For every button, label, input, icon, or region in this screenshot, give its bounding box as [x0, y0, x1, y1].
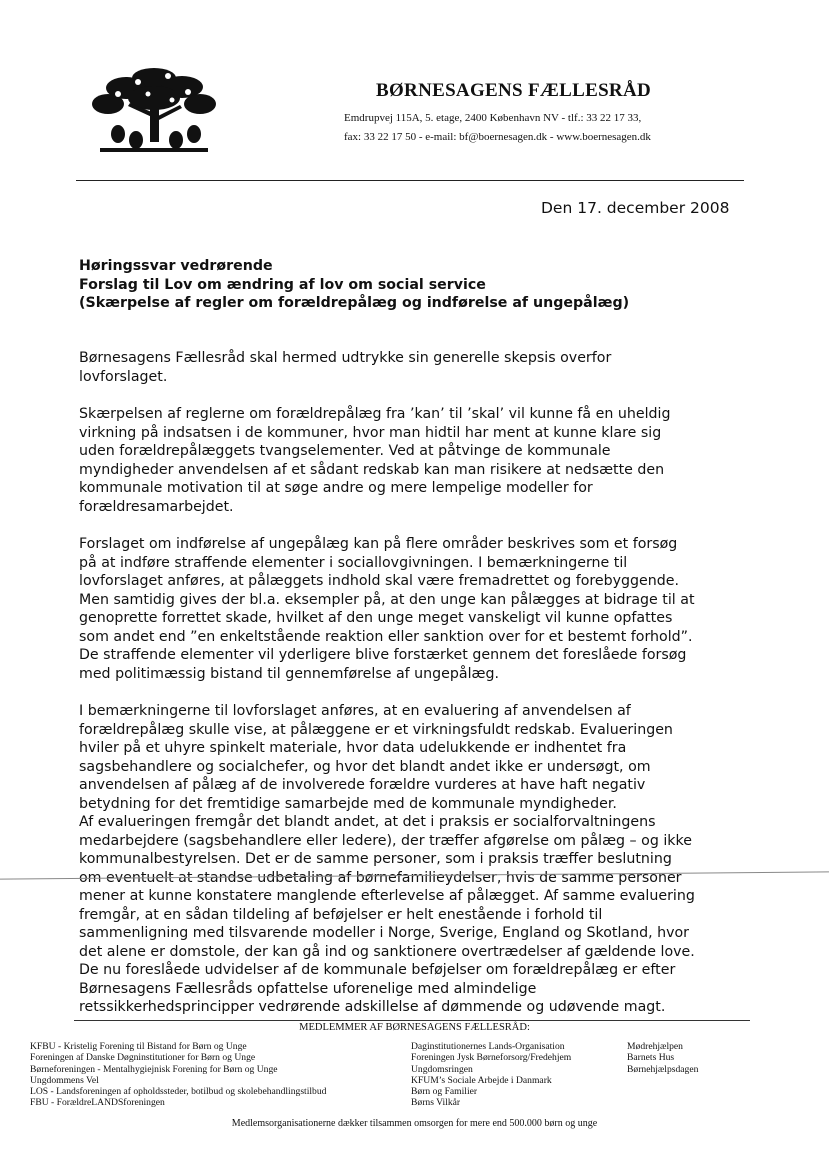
- member-item: LOS - Landsforeningen af opholdssteder, botilbud og skolebehandlingstilbud: [30, 1086, 327, 1098]
- subject-line: (Skærpelse af regler om forældrepålæg og indførelse af ungepålæg): [79, 295, 630, 311]
- member-item: Ungdommens Vel: [30, 1074, 99, 1086]
- member-item: Daginstitutionernes Lands-Organisation: [411, 1041, 565, 1052]
- member-item: Ungdomsringen: [411, 1063, 473, 1075]
- subject-line: Høringssvar vedrørende: [79, 258, 273, 274]
- address-line: Emdrupvej 115A, 5. etage, 2400 København NV - tlf.: 33 22 17 33,: [344, 112, 642, 124]
- members-column-3: [627, 1041, 698, 1075]
- organization-name: BØRNESAGENS FÆLLESRÅD: [376, 80, 651, 101]
- subject-heading: [79, 257, 779, 313]
- member-item: Foreningen af Danske Døgninstitutioner for Børn og Unge: [30, 1052, 256, 1064]
- member-item: Barnets Hus: [627, 1052, 675, 1064]
- footer-divider: [74, 1020, 750, 1021]
- paragraph-foraeldrepaalaeg: Skærpelsen af reglerne om forældrepålæg fra ’kan’ til ’skal’ vil kunne få en uheldig virkning på indsatsen i de kommuner, hvor man hidtil har ment at kunne klare sig uden forældrepålæggets tvangselementer. Ved at påtvinge de kommunale myndigheder anvendelsen af et sådant redskab kan man risikere at nedsætte den kommunale motivation til at søge andre og mere lempelige modeller for forældresamarbejdet.: [79, 406, 671, 515]
- organization-address: [344, 109, 704, 147]
- member-item: Børns Vilkår: [411, 1097, 461, 1109]
- member-item: Foreningen Jysk Børneforsorg/Fredehjem: [411, 1052, 572, 1064]
- paragraph-ungepaalaeg: Forslaget om indførelse af ungepålæg kan på flere områder beskrives som et forsøg på at indføre straffende elementer i sociallovgivningen. I bemærkningerne til lovforslaget anføres, at pålæggets indhold skal være fremadrettet og forebyggende. Men samtidig gives der bl.a. eksempler på, at den unge kan pålægges at bidrage til at genoprette forrettet skade, hvilket af den unge meget vanskeligt vil kunne opfattes som andet end ”en enkeltstående reaktion eller sanktion over for et bestemt forhold”. De straffende elementer vil yderligere blive forstærket gennem det foreslåede forsøg med politimæssig bistand til gennemførelse af ungepålæg.: [79, 536, 695, 682]
- letter-date: Den 17. december 2008: [541, 199, 730, 217]
- tree-logo-icon: [88, 60, 220, 160]
- contact-line: fax: 33 22 17 50 - e-mail: bf@boernesagen.dk - www.boernesagen.dk: [344, 131, 651, 143]
- member-item: FBU - ForældreLANDSforeningen: [30, 1097, 165, 1109]
- member-item: Børneforeningen - Mentalhygiejnisk Forening for Børn og Unge: [30, 1063, 278, 1075]
- member-item: KFBU - Kristelig Forening til Bistand for Børn og Unge: [30, 1041, 247, 1052]
- subject-line: Forslag til Lov om ændring af lov om social service: [79, 276, 486, 293]
- paragraph-evaluering: I bemærkningerne til lovforslaget anføres, at en evaluering af anvendelsen af forældrepålæg skulle vise, at pålæggene er et virkningsfuldt redskab. Evalueringen hviler på et uhyre spinkelt materiale, hvor data udelukkende er indhentet fra sagsbehandlere og socialchefer, og hvor det blandt andet ikke er undersøgt, om anvendelsen af pålæg af de involverede forældre vurderes at have haft negativ betydning for det fremtidige samarbejde med de kommunale myndigheder. Af evalueringen fremgår det blandt andet, at det i praksis er socialforvaltningens medarbejdere (sagsbehandlere eller ledere), der træffer afgørelse om pålæg – og ikke kommunalbestyrelsen. Det er de samme personer, som i praksis træffer beslutning om eventuelt at standse udbetaling af børnefamilieydelser, hvis de samme personer mener at kunne konstatere manglende efterlevelse af pålægget. Af samme evaluering fremgår, at en sådan tildeling af beføjelser er helt enestående i forhold til sammenligning med tilsvarende modeller i Norge, Sverige, England og Skotland, hvor det alene er domstole, der kan gå ind og sanktionere overtrædelser af gældende love. De nu foreslåede udvidelser af de kommunale beføjelser om forældrepålæg er efter Børnesagens Fællesråds opfattelse uforenelige med almindelige retssikkerhedsprincipper vedrørende adskillelse af dømmende og udøvende magt.: [79, 703, 695, 1015]
- members-coverage-note: Medlemsorganisationerne dækker tilsammen omsorgen for mere end 500.000 børn og unge: [231, 1118, 598, 1129]
- members-column-1: [30, 1041, 326, 1109]
- letter-body: [79, 349, 769, 1036]
- member-item: Børnehjælpsdagen: [627, 1063, 699, 1075]
- paragraph-intro: Børnesagens Fællesråd skal hermed udtrykke sin generelle skepsis overfor lovforslaget.: [79, 350, 612, 385]
- member-item: Børn og Familier: [411, 1086, 478, 1098]
- member-item: Mødrehjælpen: [627, 1041, 683, 1052]
- header-divider: [76, 180, 744, 181]
- members-heading: MEDLEMMER AF BØRNESAGENS FÆLLESRÅD:: [299, 1022, 530, 1033]
- members-column-2: [411, 1041, 571, 1109]
- member-item: KFUM’s Sociale Arbejde i Danmark: [411, 1074, 552, 1086]
